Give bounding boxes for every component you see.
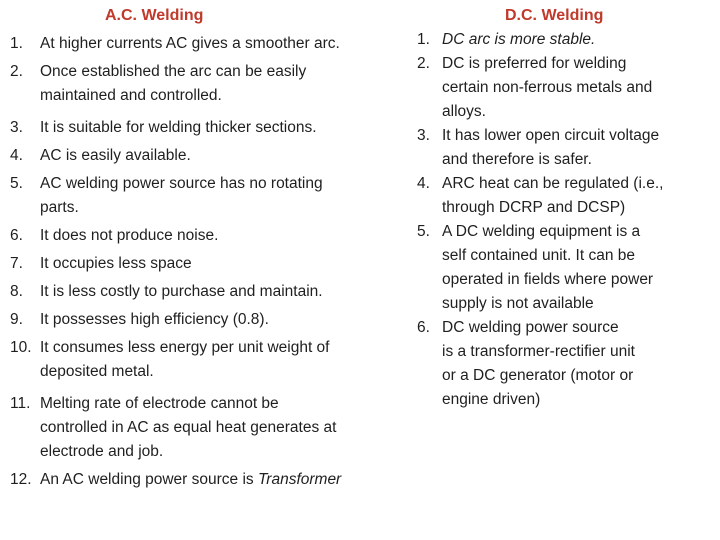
ac-item-11 — [10, 392, 336, 464]
dc-item-6 — [417, 316, 635, 412]
ac-item-number: 4. — [10, 147, 23, 164]
ac-item-line: AC is easily available. — [40, 147, 191, 164]
dc-item-number: 5. — [417, 223, 430, 240]
dc-item-line: DC arc is more stable. — [442, 31, 596, 48]
ac-item-line: It does not produce noise. — [40, 227, 219, 244]
ac-item-line: maintained and controlled. — [40, 87, 222, 104]
ac-item-number: 6. — [10, 227, 23, 244]
ac-item-number: 11. — [10, 395, 31, 412]
ac-item-2 — [10, 60, 306, 108]
dc-item-line: It has lower open circuit voltage — [442, 127, 660, 144]
ac-item-line: Once established the arc can be easily — [40, 63, 307, 80]
dc-item-line: through DCRP and DCSP) — [442, 199, 626, 216]
dc-item-5 — [417, 220, 653, 316]
ac-item-line: At higher currents AC gives a smoother arc. — [40, 35, 340, 52]
dc-welding-title: D.C. Welding — [505, 7, 604, 24]
ac-item-line-wrap — [40, 468, 341, 492]
ac-item-number: 1. — [10, 35, 23, 52]
dc-item-line: certain non-ferrous metals and — [442, 79, 653, 96]
ac-item-10 — [10, 336, 329, 384]
ac-item-line: controlled in AC as equal heat generates at — [40, 419, 337, 436]
ac-item-number: 8. — [10, 283, 23, 300]
ac-item-number: 5. — [10, 175, 23, 192]
dc-item-line: self contained unit. It can be — [442, 247, 636, 264]
ac-item-number: 12. — [10, 471, 32, 488]
ac-item-number: 10. — [10, 339, 32, 356]
ac-item-line: electrode and job. — [40, 443, 164, 460]
ac-item-line: deposited metal. — [40, 363, 154, 380]
ac-item-number: 2. — [10, 63, 23, 80]
ac-item-number: 9. — [10, 311, 23, 328]
dc-item-number: 2. — [417, 55, 430, 72]
ac-item-line: parts. — [40, 199, 79, 216]
dc-item-line: supply is not available — [442, 295, 594, 312]
dc-item-1 — [417, 28, 595, 52]
dc-item-line: and therefore is safer. — [442, 151, 592, 168]
dc-item-line: A DC welding equipment is a — [442, 223, 641, 240]
ac-item-line: It is suitable for welding thicker sections. — [40, 119, 317, 136]
dc-item-line: ARC heat can be regulated (i.e., — [442, 175, 664, 192]
ac-item-12 — [10, 468, 341, 492]
ac-item-number: 3. — [10, 119, 23, 136]
dc-item-number: 1. — [417, 31, 430, 48]
ac-item-8 — [10, 280, 323, 304]
ac-item-line: It consumes less energy per unit weight of — [40, 339, 330, 356]
dc-item-number: 3. — [417, 127, 430, 144]
ac-item-line: It is less costly to purchase and maintain. — [40, 283, 323, 300]
ac-item-7 — [10, 252, 192, 276]
dc-item-line: DC is preferred for welding — [442, 55, 627, 72]
ac-item-line: Melting rate of electrode cannot be — [40, 395, 279, 412]
dc-item-line: DC welding power source — [442, 319, 619, 336]
dc-item-line: engine driven) — [442, 391, 541, 408]
ac-item-line: It possesses high efficiency (0.8). — [40, 311, 269, 328]
dc-item-2 — [417, 52, 652, 124]
ac-item-number: 7. — [10, 255, 23, 272]
dc-item-number: 6. — [417, 319, 430, 336]
ac-item-1 — [10, 32, 340, 56]
dc-item-line: is a transformer-rectifier unit — [442, 343, 635, 360]
dc-item-line: alloys. — [442, 103, 486, 120]
ac-item-line: It occupies less space — [40, 255, 192, 272]
ac-item-3 — [10, 116, 317, 140]
dc-item-line: operated in fields where power — [442, 271, 654, 288]
ac-item-5 — [10, 172, 323, 220]
ac-item-line: AC welding power source has no rotating — [40, 175, 323, 192]
dc-item-number: 4. — [417, 175, 430, 192]
dc-item-4 — [417, 172, 663, 220]
dc-item-3 — [417, 124, 659, 172]
ac-item-6 — [10, 224, 218, 248]
dc-item-line: or a DC generator (motor or — [442, 367, 634, 384]
ac-item-line: An AC welding power source is — [40, 471, 258, 488]
ac-item-9 — [10, 308, 269, 332]
ac-item-4 — [10, 144, 191, 168]
ac-item-emphasis: Transformer — [257, 471, 342, 488]
ac-welding-title: A.C. Welding — [105, 7, 204, 24]
